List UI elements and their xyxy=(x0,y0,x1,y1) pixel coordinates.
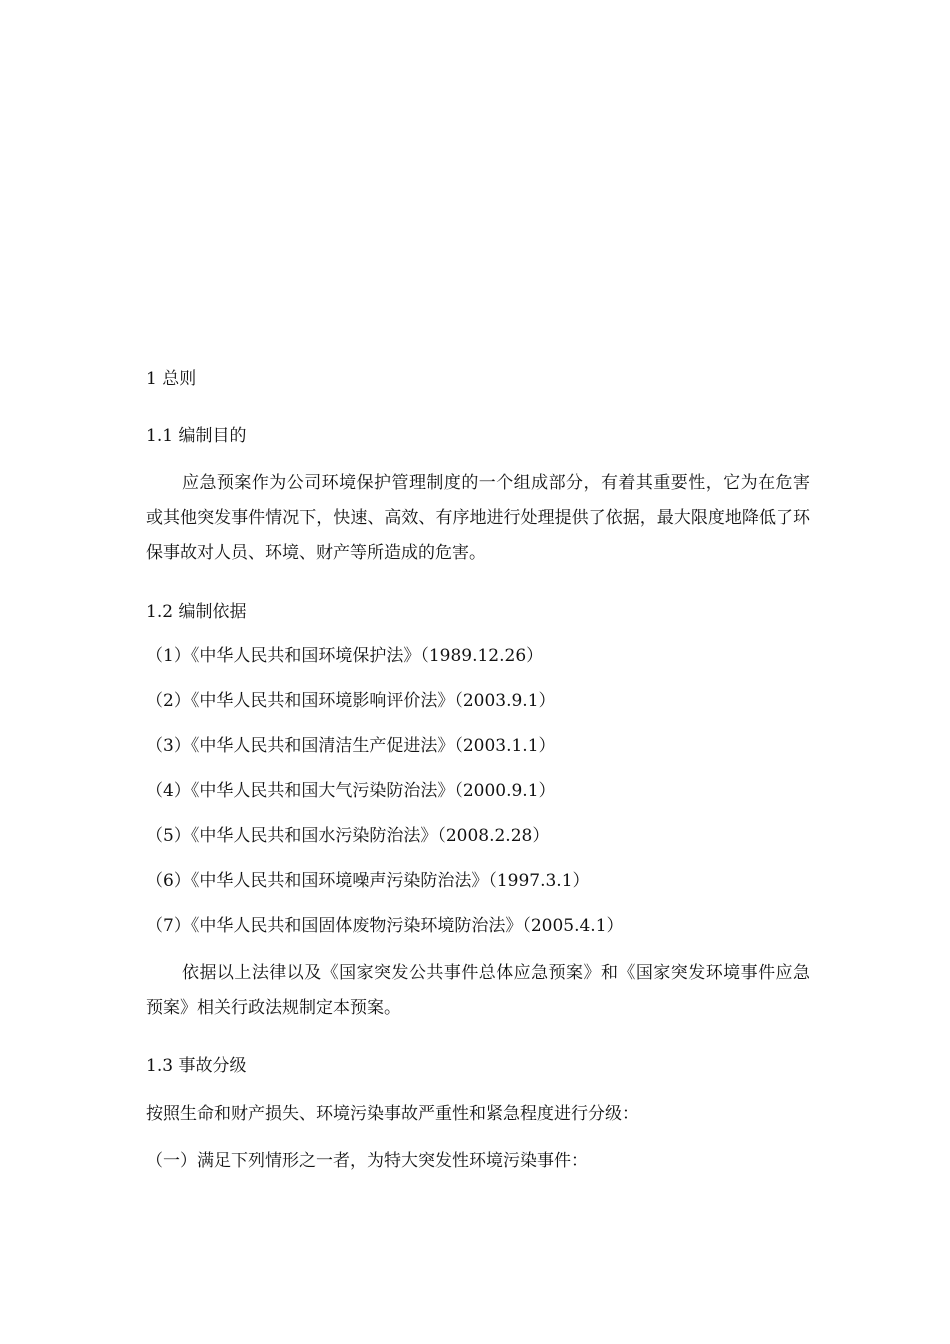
law-item-7: （7）《中华人民共和国固体废物污染环境防治法》（2005.4.1） xyxy=(146,916,624,936)
classification-item-1: （一）满足下列情形之一者，为特大突发性环境污染事件： xyxy=(146,1151,588,1171)
basis-paragraph: 依据以上法律以及《国家突发公共事件总体应急预案》和《国家突发环境事件应急预案》相关行政法规制定本预案。 xyxy=(146,963,810,1018)
section-1-1-heading: 1.1 编制目的 xyxy=(146,426,247,446)
law-item-6: （6）《中华人民共和国环境噪声污染防治法》（1997.3.1） xyxy=(146,871,590,891)
purpose-paragraph: 应急预案作为公司环境保护管理制度的一个组成部分，有着其重要性，它为在危害或其他突发事件情况下，快速、高效、有序地进行处理提供了依据，最大限度地降低了环保事故对人员、环境、财产等所造成的危害。 xyxy=(146,473,810,563)
law-item-2: （2）《中华人民共和国环境影响评价法》（2003.9.1） xyxy=(146,691,556,711)
section-1-2-heading: 1.2 编制依据 xyxy=(146,602,247,622)
law-item-3: （3）《中华人民共和国清洁生产促进法》（2003.1.1） xyxy=(146,736,556,756)
law-item-4: （4）《中华人民共和国大气污染防治法》（2000.9.1） xyxy=(146,781,556,801)
classification-intro: 按照生命和财产损失、环境污染事故严重性和紧急程度进行分级： xyxy=(146,1104,639,1124)
law-item-1: （1）《中华人民共和国环境保护法》（1989.12.26） xyxy=(146,646,544,666)
law-item-5: （5）《中华人民共和国水污染防治法》（2008.2.28） xyxy=(146,826,550,846)
section-1-3-heading: 1.3 事故分级 xyxy=(146,1056,247,1076)
section-1-heading: 1 总则 xyxy=(146,369,197,389)
